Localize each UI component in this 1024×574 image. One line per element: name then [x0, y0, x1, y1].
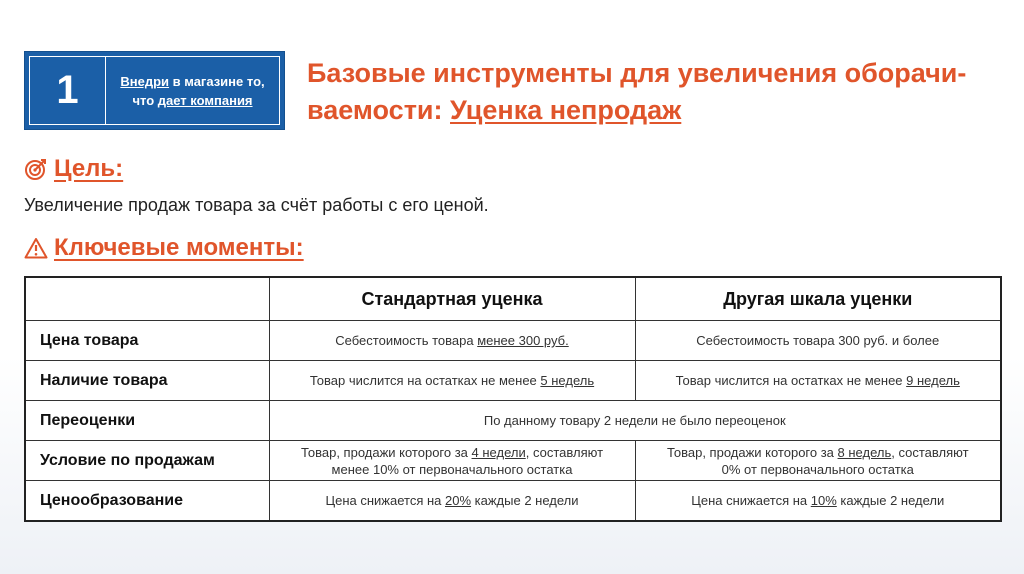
warning-icon	[24, 237, 48, 259]
table-row	[25, 361, 1001, 401]
goal-heading	[24, 155, 123, 183]
table-cell	[269, 441, 635, 481]
step-caption-underlined: Внедри	[120, 73, 170, 89]
cell-text: , составляют	[891, 444, 969, 460]
goal-text: Увеличение продаж товара за счёт работы с его ценой.	[24, 195, 489, 215]
step-caption	[106, 57, 279, 124]
key-points-heading-label: Ключевые моменты:	[54, 234, 304, 261]
title-line-2: ваемости:	[307, 95, 451, 125]
table-header-empty	[25, 277, 269, 321]
step-number: 1	[30, 57, 106, 124]
cell-highlight: 20%	[445, 493, 472, 508]
table-cell	[269, 481, 635, 522]
table-cell	[269, 321, 635, 361]
table-cell	[635, 361, 1001, 401]
cell-text-line2: 0% от первоначального остатка	[721, 461, 914, 477]
row-label: Условие по продажам	[25, 441, 269, 481]
row-label: Ценообразование	[25, 481, 269, 522]
cell-text: Товар числится на остатках не менее	[309, 373, 541, 388]
page-title	[307, 55, 1007, 129]
step-caption-plain: что	[132, 92, 158, 108]
cell-text: Товар числится на остатках не менее	[675, 373, 907, 388]
table-cell	[269, 361, 635, 401]
goal-heading-label: Цель:	[54, 155, 124, 182]
table-row	[25, 481, 1001, 522]
cell-text: Цена снижается на	[691, 493, 811, 508]
cell-text: Товар, продажи которого за	[300, 444, 472, 460]
cell-highlight: 10%	[810, 493, 837, 508]
cell-text-line2: менее 10% от первоначального остатка	[331, 461, 573, 477]
target-icon	[24, 157, 48, 181]
markdown-table	[24, 276, 1002, 522]
cell-highlight: 5 недель	[540, 373, 595, 388]
cell-highlight: менее 300 руб.	[477, 333, 569, 348]
cell-text: , составляют	[525, 444, 604, 460]
cell-text: Цена снижается на	[325, 493, 445, 508]
cell-text: Себестоимость товара 300 руб. и более	[696, 333, 940, 348]
table-cell	[635, 481, 1001, 522]
cell-text: Товар, продажи которого за	[666, 444, 838, 460]
title-line-1: Базовые инструменты для увеличения оборачи-	[307, 58, 967, 88]
table-header-other: Другая шкала уценки	[635, 277, 1001, 321]
table-row	[25, 321, 1001, 361]
title-highlight: Уценка непродаж	[450, 95, 682, 125]
table-cell	[635, 441, 1001, 481]
step-badge	[24, 51, 285, 130]
table-header-row	[25, 277, 1001, 321]
step-caption-underlined-2: дает компания	[157, 92, 253, 108]
row-label: Цена товара	[25, 321, 269, 361]
table-row	[25, 401, 1001, 441]
table-cell	[635, 321, 1001, 361]
key-points-heading	[24, 234, 304, 262]
step-caption-rest: в магазине то,	[169, 73, 265, 89]
cell-highlight: 9 недель	[906, 373, 960, 388]
cell-highlight: 4 недели	[471, 444, 526, 460]
table-header-standard: Стандартная уценка	[269, 277, 635, 321]
cell-text: каждые 2 недели	[836, 493, 945, 508]
cell-highlight: 8 недель	[837, 444, 892, 460]
row-label: Переоценки	[25, 401, 269, 441]
cell-text: Себестоимость товара	[335, 333, 478, 348]
row-label: Наличие товара	[25, 361, 269, 401]
table-cell-merged: По данному товару 2 недели не было переоценок	[269, 401, 1001, 441]
cell-text: каждые 2 недели	[471, 493, 579, 508]
table-row	[25, 441, 1001, 481]
